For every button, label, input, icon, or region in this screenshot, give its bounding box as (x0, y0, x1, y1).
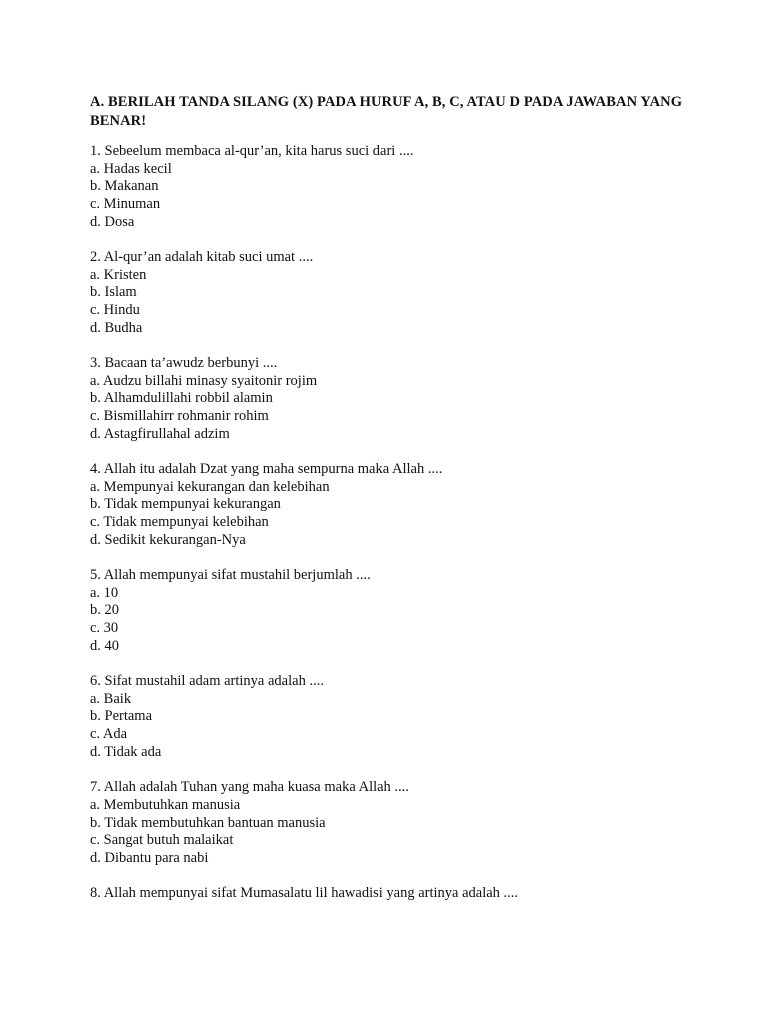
question-1 (90, 143, 690, 232)
answer-options (90, 267, 690, 338)
answer-option-d: d. Astagfirullahal adzim (90, 425, 230, 442)
answer-option-b: b. Pertama (90, 708, 153, 725)
question-2 (90, 249, 690, 338)
answer-option-a: a. Mempunyai kekurangan dan kelebihan (90, 478, 330, 495)
answer-options (90, 161, 690, 232)
answer-option-a: a. Membutuhkan manusia (90, 796, 241, 813)
document-page (90, 93, 690, 920)
answer-option-a: a. Hadas kecil (90, 160, 172, 177)
question-text: 2. Al-qur’an adalah kitab suci umat .... (90, 249, 314, 266)
answer-options (90, 797, 690, 868)
question-3 (90, 355, 690, 444)
answer-option-c: c. Hindu (90, 302, 140, 319)
question-text: 6. Sifat mustahil adam artinya adalah .... (90, 673, 324, 690)
answer-option-d: d. Budha (90, 319, 143, 336)
question-5 (90, 567, 690, 656)
answer-option-b: b. Alhamdulillahi robbil alamin (90, 390, 273, 407)
answer-option-b: b. Tidak membutuhkan bantuan manusia (90, 814, 326, 831)
answer-option-b: b. Makanan (90, 178, 159, 195)
question-4 (90, 461, 690, 550)
answer-option-d: d. Tidak ada (90, 743, 162, 760)
question-text: 7. Allah adalah Tuhan yang maha kuasa maka Allah .... (90, 779, 409, 796)
question-text: 3. Bacaan ta’awudz berbunyi .... (90, 355, 278, 372)
answer-options (90, 479, 690, 550)
answer-option-c: c. Bismillahirr rohmanir rohim (90, 408, 269, 425)
answer-option-a: a. Baik (90, 690, 132, 707)
question-6 (90, 673, 690, 762)
answer-option-a: a. 10 (90, 584, 119, 601)
answer-option-b: b. Tidak mempunyai kekurangan (90, 496, 281, 513)
answer-option-d: d. Dibantu para nabi (90, 849, 209, 866)
question-8 (90, 885, 690, 903)
answer-option-a: a. Audzu billahi minasy syaitonir rojim (90, 372, 318, 389)
answer-options (90, 585, 690, 656)
answer-option-a: a. Kristen (90, 266, 147, 283)
answer-option-c: c. Minuman (90, 196, 161, 213)
instruction-heading: A. BERILAH TANDA SILANG (X) PADA HURUF A, B, C, ATAU D PADA JAWABAN YANG BENAR! (90, 94, 683, 129)
question-text: 8. Allah mempunyai sifat Mumasalatu lil hawadisi yang artinya adalah .... (90, 885, 519, 902)
question-text: 4. Allah itu adalah Dzat yang maha sempurna maka Allah .... (90, 461, 443, 478)
question-text: 1. Sebeelum membaca al-qur’an, kita harus suci dari .... (90, 143, 414, 159)
question-7 (90, 779, 690, 868)
answer-option-c: c. Ada (90, 726, 128, 743)
question-text: 5. Allah mempunyai sifat mustahil berjumlah .... (90, 567, 371, 584)
answer-option-c: c. 30 (90, 620, 119, 637)
answer-option-c: c. Sangat butuh malaikat (90, 832, 234, 849)
answer-option-b: b. 20 (90, 602, 119, 619)
answer-options (90, 691, 690, 762)
answer-options (90, 373, 690, 444)
answer-option-c: c. Tidak mempunyai kelebihan (90, 514, 269, 531)
answer-option-d: d. Sedikit kekurangan-Nya (90, 531, 246, 548)
answer-option-d: d. 40 (90, 637, 119, 654)
answer-option-b: b. Islam (90, 284, 137, 301)
question-list (90, 143, 690, 903)
answer-option-d: d. Dosa (90, 213, 135, 230)
